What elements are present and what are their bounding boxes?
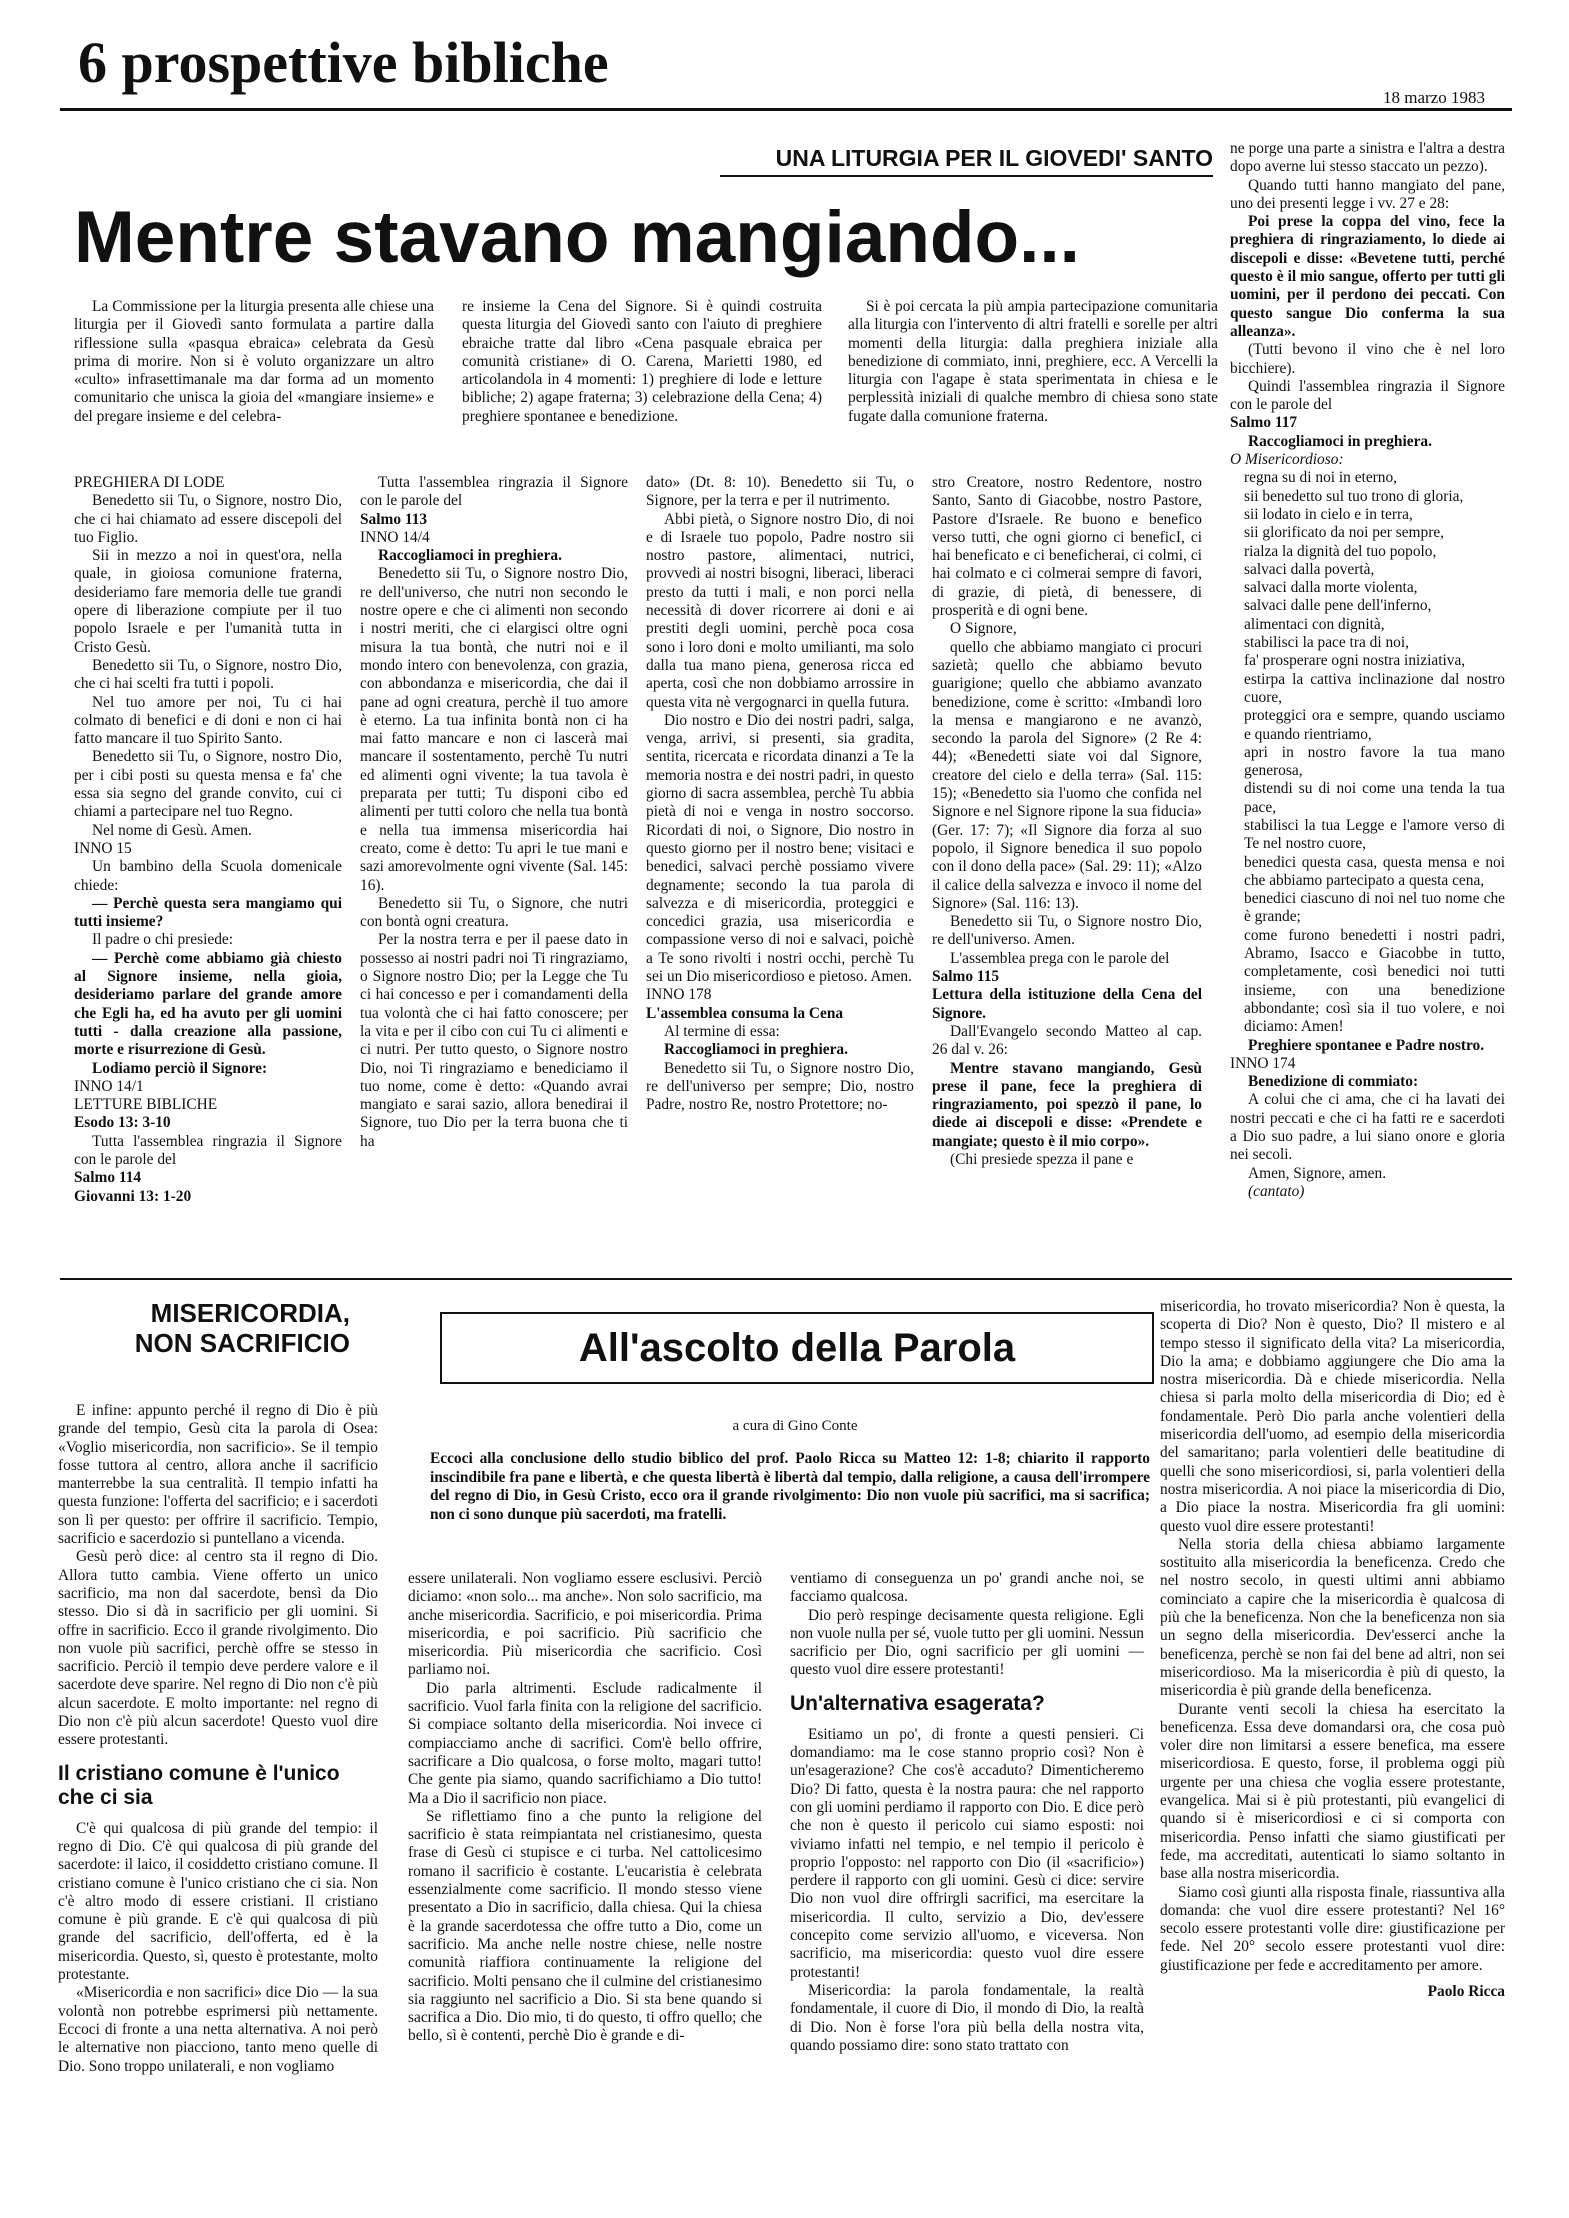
col5-p6: O Misericordioso: bbox=[1230, 451, 1344, 469]
col5-verse: salvaci dalla morte violenta, bbox=[1244, 579, 1418, 597]
article2-col3-p4: Misericordia: la parola fondamentale, la realtà fondamentale, il cuore di Dio, il mondo di Dio, la realtà di Dio. Non è forse l'ora più bella della nostra vita, quando possiamo dire: sono stato trattato con bbox=[790, 1981, 1144, 2054]
article1-intro-p3: Si è poi cercata la più ampia partecipazione comunitaria alla liturgia con l'intervento di altri fratelli e sorelle per altri momenti della liturgia: dalla preghiera iniziale alla benedizione di commiato, inni, preghiere, ecc. A Vercelli la liturgia con l'agape è stata sperimentata in chiesa e le perplessità iniziali di qualche membro di chiesa sono state fugate dalla comunione fraterna. bbox=[848, 298, 1218, 425]
article2-title bbox=[110, 1298, 350, 1358]
liturgy-col5 bbox=[1230, 140, 1505, 1272]
col5-verse: sii benedetto sul tuo trono di gloria, bbox=[1244, 487, 1464, 505]
col1-p2: Sii in mezzo a noi in quest'ora, nella quale, in gioiosa comunione fraterna, desideriamo fare memoria delle tue grandi opere di liberazione compiute per il tuo popolo Israele e per l'umanità tutta in Cristo Gesù. bbox=[74, 547, 342, 656]
article2-col2-p1: essere unilaterali. Non vogliamo essere esclusivi. Perciò diciamo: «non solo... ma anche». Non solo sacrificio, ma anche misericordia. Sacrificio, e poi misericordia. Prima misericordia, e poi sacrificio. Più sacrificio che misericordia. Più misericordia che sacrificio. Così parliamo noi. bbox=[408, 1570, 762, 1679]
col4-p5: L'assemblea prega con le parole del bbox=[950, 949, 1170, 967]
col3-gather: Raccogliamoci in preghiera. bbox=[664, 1041, 848, 1059]
page-header-title bbox=[78, 28, 609, 98]
col1-readings: LETTURE BIBLICHE bbox=[74, 1096, 218, 1114]
col5-verse: estirpa la cattiva inclinazione dal nostro cuore, bbox=[1244, 670, 1505, 706]
article2-byline: a cura di Gino Conte bbox=[732, 1418, 858, 1434]
article2-col3-p3: Esitiamo un po', di fronte a questi pensieri. Ci domandiamo: ma le cose stanno proprio così? Non è un'esagerazione? Che cos'è accaduto? Dimenticheremo Dio? Di fatto, questa è la nostra paura: che nel rapporto con gli uomini perdiamo il rapporto con Dio. E dice però che non è questo il pericolo cui siamo esposti: noi viviamo infatti nel tempio, e nel tempio il pericolo è proprio l'opposto: nel rapporto con Dio (il «sacrificio») perdere il rapporto con gli uomini. Gesù ci dice: servire Dio non vuol dire offrirgli sacrifici, ma esercitare la misericordia. Il culto, servizio a Dio, dev'essere concepito come servizio all'uomo, e viceversa. Non sacrificio, ma misericordia: questo vuol dire essere protestanti! bbox=[790, 1725, 1144, 1981]
article2-col3 bbox=[790, 1570, 1144, 2188]
col1-p8: Il padre o chi presiede: bbox=[92, 931, 234, 949]
section-title: prospettive bibliche bbox=[121, 30, 609, 95]
liturgy-col4 bbox=[932, 474, 1202, 1272]
col3-hymn: INNO 178 bbox=[646, 986, 712, 1004]
col5-verse: sii lodato in cielo e in terra, bbox=[1244, 505, 1413, 523]
article2-col3-p1: ventiamo di conseguenza un po' grandi anche noi, se facciamo qualcosa. bbox=[790, 1570, 1144, 1606]
col3-p3: Dio nostro e Dio dei nostri padri, salga, venga, arrivi, si presenti, sia gradita, sentita, ricercata e ricordata dinanzi a Te la memoria nostra e dei nostri padri, in questo giorno di sacra assemblea, perchè Tu abbia pietà di noi e venga in nostro soccorso. Ricordati di noi, o Signore, Dio nostro in questo giorno per il nostro bene; visitaci e benedici, salvaci perchè possiamo vivere degnamente; secondo la tua parola di salvezza e di misericordia, proteggici e concedici grazia, usa misericordia e compassione verso di noi e salvaci, poichè a Te sono rivolti i nostri occhi, perchè Tu sei un Dio misericordioso e pietoso. Amen. bbox=[646, 711, 914, 986]
col2-p1: Tutta l'assemblea ringrazia il Signore con le parole del bbox=[360, 474, 628, 510]
col5-verse: fa' prosperare ogni nostra iniziativa, bbox=[1244, 652, 1466, 670]
article2-box-title: All'ascolto della Parola bbox=[578, 1326, 1016, 1370]
col5-verse: alimentaci con dignità, bbox=[1244, 615, 1385, 633]
col1-exodus: Esodo 13: 3-10 bbox=[74, 1114, 171, 1132]
col3-p1: dato» (Dt. 8: 10). Benedetto sii Tu, o Signore, per la terra e per il nutrimento. bbox=[646, 474, 914, 510]
col2-p2: Benedetto sii Tu, o Signore nostro Dio, re dell'universo, che nutri non secondo le nostre opere e che ci alimenti non secondo i nostri meriti, che ci elargisci oltre ogni misura la tua bontà, che nutri noi e il mondo intero con benevolenza, con grazia, con abbondanza e misericordia, che dai il pane ad ogni creatura, perchè il tuo amore è eterno. La tua infinita bontà non ci ha mai fatto mancare e non ci lascerà mai mancare il sostentamento, perchè Tu nutri ed alimenti ogni vivente; la tua tavola è preparata per tutti; Tu disponi cibo ed alimenti per tutti coloro che nella tua bontà e nella tua immensa misericordia hai creato, come è detto: Tu apri le tue mani e sazi amorevolmente ogni vivente (Sal. 145: 16). bbox=[360, 565, 628, 894]
col5-verse: come furono benedetti i nostri padri, Abramo, Isacco e Giacobbe in tutto, completamente, così benedici noi tutti insieme, con una benedizione abbondante; così sia il tuo volere, e noi diciamo: Amen! bbox=[1244, 926, 1505, 1036]
col2-psalm: Salmo 113 bbox=[360, 510, 428, 528]
col5-verse: stabilisci la tua Legge e l'amore verso di Te nel nostro cuore, bbox=[1244, 816, 1505, 853]
col5-p9: Amen, Signore, amen. bbox=[1248, 1164, 1387, 1182]
col2-p3: Benedetto sii Tu, o Signore, che nutri con bontà ogni creatura. bbox=[360, 894, 628, 931]
col4-p1: stro Creatore, nostro Redentore, nostro Santo, Santo di Giacobbe, nostro Pastore, Pastore d'Israele. Re buono e benefico verso tutti, che ogni giorno ci beneficI, ci hai beneficato e ci beneficherai, ci colmi, ci hai colmato e ci colmerai sempre di favori, di grazie, di pietà, di benessere, di prosperità e di ogni bene. bbox=[932, 474, 1202, 620]
col5-verse: salvaci dalle pene dell'inferno, bbox=[1244, 597, 1432, 615]
col1-answer: — Perchè come abbiamo già chiesto al Signore insieme, nella gioia, desideriamo parlare del grande amore che Egli ha, ed ha avuto per gli uomini tutti - dalla creazione alla passione, morte e risurrezione di Gesù. bbox=[74, 949, 342, 1059]
col4-p6: Dall'Evangelo secondo Matteo al cap. 26 dal v. 26: bbox=[932, 1022, 1202, 1059]
article2-col2-p2: Dio parla altrimenti. Esclude radicalmente il sacrificio. Vuol farla finita con la religione del sacrificio. Si compiace soltanto della misericordia. Noi invece ci compiacciamo anche di sacrifici. Com'è bello offrire, sacrificare a Dio qualcosa, o forse molto, magari tutto! Che gente pia siamo, quando sacrifichiamo a Dio tutto! Ma a Dio il sacrificio non piace. bbox=[408, 1679, 762, 1807]
col5-verse: benedici ciascuno di noi nel tuo nome che è grande; bbox=[1244, 890, 1505, 926]
col4-p4: Benedetto sii Tu, o Signore nostro Dio, re dell'universo. Amen. bbox=[932, 913, 1202, 949]
liturgy-col1 bbox=[74, 474, 342, 1272]
col5-verse: proteggici ora e sempre, quando usciamo e quando rientriamo, bbox=[1244, 707, 1505, 743]
col5-p2: Quando tutti hanno mangiato del pane, uno dei presenti legge i vv. 27 e 28: bbox=[1230, 176, 1505, 212]
article1-intro-p2: re insieme la Cena del Signore. Si è quindi costruita questa liturgia del Giovedì santo con l'aiuto di preghiere ebraiche tratte dal libro «Cena pasquale ebraica per comunità cristiane» di O. Carena, Marietti 1980, ed articolandola in 4 momenti: 1) preghiere di lode e letture bibliche; 2) agape fraterna; 3) celebrazione della Cena; 4) preghiere spontanee e benedizione. bbox=[462, 298, 822, 425]
col5-p5: Quindi l'assemblea ringrazia il Signore con le parole del bbox=[1230, 377, 1505, 414]
article1-intro-col2 bbox=[462, 298, 822, 458]
article2-col4-p2: Nella storia della chiesa abbiamo largamente sostituito alla misericordia la beneficenza. Credo che nel nostro secolo, in questi ultimi anni abbiamo cominciato a capire che la misericordia è qualcosa di più che la beneficenza. Non che la beneficenza non sia un segno della misericordia. Dev'esserci anche la beneficenza, perchè se non fai del bene ad altri, non sei misericordioso. Ma la misericordia è più di questo, la misericordia è più grande della beneficenza. bbox=[1160, 1535, 1505, 1700]
col5-psalm: Salmo 117 bbox=[1230, 414, 1298, 432]
col5-p8: A colui che ci ama, che ci ha lavati dei nostri peccati e che ci ha fatti re e sacerdoti a Dio suo padre, a lui siano onore e gloria nei secoli. bbox=[1230, 1091, 1505, 1164]
col5-verse: distendi su di noi come una tenda la tua pace, bbox=[1244, 780, 1505, 816]
col4-p3: quello che abbiamo mangiato ci procuri sazietà; quello che abbiamo bevuto guarigione; quello che abbiamo avanzato benedizione, come è scritto: «Imbandì loro la mensa e mangiarono e ne avanzò, secondo la parola del Signore» (2 Re 4: 44); «Benedetti siate voi dal Signore, creatore del cielo e della terra» (Sal. 115: 15); «Benedetto sia l'uomo che confida nel Signore e nel Signore ripone la sua fiducia» (Ger. 17: 7); «Il Signore dia forza al suo popolo, il Signore benedica il suo popolo con il dono della pace» (Sal. 29: 11); «Alzo il calice della salvezza e invoco il nome del Signore» (Sal. 116: 13). bbox=[932, 638, 1202, 912]
col4-p7: Mentre stavano mangiando, Gesù prese il pane, fece la preghiera di ringraziamento, poi spezzò il pane, lo diede ai discepoli e disse: «Prendete e mangiate; questo è il mio corpo». bbox=[932, 1059, 1202, 1150]
article1-intro-col3 bbox=[848, 298, 1218, 458]
col4-p8: (Chi presiede spezza il pane e bbox=[950, 1150, 1134, 1168]
article1-kicker: UNA LITURGIA PER IL GIOVEDI' SANTO bbox=[775, 145, 1213, 171]
article1-intro-p1: La Commissione per la liturgia presenta alle chiese una liturgia per il Giovedì santo formulata a partire dalla riflessione sulla «pasqua ebraica» celebrata da Gesù prima di morire. Non si è voluto organizzare un altro «culto» infrasettimanale ma dar forma ad un momento comunitario che unisca la gioia del «mangiare insieme» e del pregare insieme e del celebra- bbox=[74, 298, 434, 425]
article2-author: Paolo Ricca bbox=[1427, 1982, 1505, 2000]
col5-verse: apri in nostro favore la tua mano generosa, bbox=[1244, 743, 1505, 780]
article2-col4-p4: Siamo così giunti alla risposta finale, riassuntiva alla domanda: che vuol dire essere protestanti? Nel 16° secolo essere protestanti volle dire: giustificazione per fede. Nel 20° secolo essere protestanti vuol dire: giustificazione per fede e accreditamento per amore. bbox=[1160, 1883, 1505, 1974]
article2-intro: Eccoci alla conclusione dello studio biblico del prof. Paolo Ricca su Matteo 12: 1-8; chiarito il rapporto inscindibile fra pane e libertà, e che questa libertà è libertà dal tempio, dalla religione, a causa dell'irrompere del regno di Dio, in Gesù Cristo, ecco ora il grande rivolgimento: Dio non vuole più sacrifici, ma si sacrifica; non ci sono dunque più sacerdoti, ma fratelli. bbox=[430, 1450, 1150, 1523]
article-separator bbox=[60, 1278, 1512, 1280]
col1-p9: Tutta l'assemblea ringrazia il Signore con le parole del bbox=[74, 1132, 342, 1168]
col1-hymn: INNO 15 bbox=[74, 839, 132, 857]
liturgy-col2 bbox=[360, 474, 628, 1272]
issue-date: 18 marzo 1983 bbox=[1383, 88, 1485, 107]
col4-psalm: Salmo 115 bbox=[932, 968, 1000, 986]
col5-verse: rialza la dignità del tuo popolo, bbox=[1244, 542, 1437, 560]
col1-john: Giovanni 13: 1-20 bbox=[74, 1187, 192, 1205]
col3-p4: Al termine di essa: bbox=[664, 1022, 780, 1040]
kicker-rule bbox=[720, 175, 1213, 177]
col5-verse: sii glorificato da noi per sempre, bbox=[1244, 524, 1445, 542]
col2-p4: Per la nostra terra e per il paese dato in possesso ai nostri padri noi Ti ringraziamo, o Signore nostro Dio; per la Legge che Tu ci hai concesso e per i comandamenti della tua volontà che ci hai fatto conoscere; per la vita e per il cibo con cui Tu ci alimenti e ci nutri. Per tutto questo, o Signore nostro Dio, noi Ti ringraziamo e benediciamo il tuo nome, come è detto: «Quando avrai mangiato e sarai sazio, allora benedirai il Signore, tuo Dio per la terra buona che ti ha bbox=[360, 931, 628, 1150]
col1-p6: Nel nome di Gesù. Amen. bbox=[92, 821, 252, 839]
col1-praise: Lodiamo perciò il Signore: bbox=[92, 1059, 268, 1077]
article2-title-line1: MISERICORDIA, bbox=[150, 1298, 350, 1328]
col5-p4: (Tutti bevono il vino che è nel loro bicchiere). bbox=[1230, 341, 1505, 377]
col5-hymn: INNO 174 bbox=[1230, 1054, 1296, 1072]
col5-verse: regna su di noi in eterno, bbox=[1244, 469, 1398, 487]
article2-col1-p4: «Misericordia e non sacrifici» dice Dio — la sua volontà non potrebbe esprimersi più nettamente. Eccoci di fronte a una netta alternativa. A noi però le alternative non piacciono, tanto meno quelle di Dio. Sono troppo unilaterali, e non vogliamo bbox=[58, 1984, 378, 2075]
col5-verse: stabilisci la pace tra di noi, bbox=[1244, 634, 1409, 652]
col1-p1: Benedetto sii Tu, o Signore, nostro Dio, che ci hai chiamato ad essere discepoli del tuo Figlio. bbox=[74, 492, 342, 546]
article2-col2-p3: Se riflettiamo fino a che punto la religione del sacrificio è stata reimpiantata nel cristianesimo, questa frase di Gesù ci stupisce e ci turba. Nel cattolicesimo romano il sacrificio è costante. L'eucaristia è celebrata essenzialmente come sacrificio. Il mondo stesso viene presentato a Dio in sacrificio, dalla chiesa. Qui la chiesa è la grande sacerdotessa che offre tutto a Dio, come un sacrificio. Ma anche nelle nostre chiese, nelle nostre comunità riaffiora continuamente la religione del sacrificio. Molti pensano che il culmine del cristianesimo sia raggiunto nel sacrificio a Dio. Si sta bene quando si sacrifica a Dio. Dio mio, ti do questo, ti offro quello; che bello, sì è contenti, perchè Dio è grande e di- bbox=[408, 1807, 762, 2045]
article1-headline: Mentre stavano mangiando... bbox=[74, 197, 1080, 278]
col3-p2: Abbi pietà, o Signore nostro Dio, di noi e di Israele tuo popolo, Padre nostro sii nostro pastore, alimentaci, nutrici, provvedi ai nostri bisogni, liberaci, liberaci presto da tutti i mali, e non porci nella necessità di dover ricorrere ai doni e ai prestiti degli uomini, perchè poca cosa sono i loro doni e molto umilianti, ma solo dalla tua mano piena, generosa ricca ed aperta, così che non dobbiamo arrossire in questa vita nè vergognarci in quella futura. bbox=[646, 510, 914, 711]
col4-lettura: Lettura della istituzione della Cena del Signore. bbox=[932, 986, 1202, 1022]
col1-p5: Benedetto sii Tu, o Signore, nostro Dio, per i cibi posti su questa mensa e fa' che essa sia segno del grande convito, cui ci chiami a partecipare nel tuo Regno. bbox=[74, 748, 342, 821]
col5-sung: (cantato) bbox=[1248, 1182, 1305, 1200]
col1-hymn2: INNO 14/1 bbox=[74, 1077, 144, 1095]
article2-subhead1: Il cristiano comune è l'unico che ci sia bbox=[58, 1761, 340, 1809]
col1-heading: PREGHIERA DI LODE bbox=[74, 474, 225, 491]
masthead-rule bbox=[60, 108, 1512, 111]
col2-hymn: INNO 14/4 bbox=[360, 528, 430, 546]
article2-col4-p1: misericordia, ho trovato misericordia? Non è questa, la scoperta di Dio? Non è questo, Dio? Il mistero e al tempo stesso il significato della vita? La misericordia, Dio la ama; e dobbiamo aggiungere che Dio ama la nostra misericordia. Dà e chiede misericordia. Nella chiesa si parla molto della misericordia di Dio; ed è fondamentale. Però Dio parla anche volentieri della misericordia dell'uomo, ad esempio della misericordia del samaritano; parla volentieri delle beatitudine di quelli che sono misericordiosi, si, parla volentieri della nostra misericordia. A noi piace la misericordia di Dio, a Dio piace la nostra. Misericordia fra gli uomini: questo vuol dire essere protestanti! bbox=[1160, 1298, 1505, 1535]
col1-p7: Un bambino della Scuola domenicale chiede: bbox=[74, 858, 342, 894]
col1-p3: Benedetto sii Tu, o Signore, nostro Dio, che ci hai scelti fra tutti i popoli. bbox=[74, 656, 342, 693]
article2-col3-p2: Dio però respinge decisamente questa religione. Egli non vuole nulla per sé, vuole tutto per gli uomini. Nessun sacrificio per Dio, ogni sacrificio per gli uomini — questo vuol dire essere protestanti! bbox=[790, 1606, 1144, 1679]
article2-col1-p1: E infine: appunto perché il regno di Dio è più grande del tempio, Gesù cita la parola di Osea: «Voglio misericordia, non sacrificio». Se il tempio fosse tuttora al centro, allora anche il sacrificio manterrebbe la sua centralità. Il tempio infatti ha questa funzione: l'offerta del sacrificio; e i sacerdoti son lì per questo: per offrire il sacrificio. Tempio, sacrificio e sacerdozio si puntellano a vicenda. bbox=[58, 1402, 378, 1548]
col4-p2: O Signore, bbox=[950, 620, 1017, 638]
col5-p1: ne porge una parte a sinistra e l'altra a destra dopo averne lui stesso staccato un pezzo). bbox=[1230, 140, 1505, 176]
liturgy-col3 bbox=[646, 474, 914, 1272]
article1-intro-col1 bbox=[74, 298, 434, 458]
article2-col2 bbox=[408, 1570, 762, 2188]
col3-assembly: L'assemblea consuma la Cena bbox=[646, 1004, 844, 1022]
article2-box bbox=[440, 1312, 1154, 1384]
col5-gather: Raccogliamoci in preghiera. bbox=[1248, 432, 1432, 450]
article2-col4 bbox=[1160, 1298, 1505, 2188]
col5-verse: benedici questa casa, questa mensa e noi che abbiamo partecipato a questa cena, bbox=[1244, 853, 1505, 889]
col5-verse: salvaci dalla povertà, bbox=[1244, 560, 1375, 578]
article2-col1-p3: C'è qui qualcosa di più grande del tempio: il regno di Dio. C'è qui qualcosa di più grande del sacerdote: il laico, il cosiddetto cristiano comune. Il cristiano comune è l'unico cristiano che ci sia. Non c'è altro modo di essere cristiani. Il cristiano comune è più grande. E c'è qui qualcosa di più grande del sacrificio, dell'offerta, ed è la misericordia. Questo, sì, questo è protestante, molto protestante. bbox=[58, 1819, 378, 1984]
article2-title-line2: NON SACRIFICIO bbox=[134, 1328, 350, 1358]
col1-question: — Perchè questa sera mangiamo qui tutti insieme? bbox=[74, 894, 342, 931]
article2-col4-p3: Durante venti secoli la chiesa ha esercitato la beneficenza. Essa deve domandarsi ora, che cosa può voler dire non limitarsi a essere benefica, ma essere misericordiosa. E questo, forse, il problema oggi più urgente per una chiesa che voglia essere protestante, evangelica. Mai si è più protestanti, più evangelici di quando si è misericordiosi e ci si comporta con misericordia. Penso infatti che siamo giustificati per fede, ma accreditati, autenticati lo siamo soltanto in base alla nostra misericordia. bbox=[1160, 1700, 1505, 1883]
page-number: 6 bbox=[78, 30, 107, 95]
article2-subhead2: Un'alternativa esagerata? bbox=[790, 1691, 1045, 1715]
article2-col1 bbox=[58, 1402, 378, 2188]
col5-p7: Preghiere spontanee e Padre nostro. bbox=[1248, 1036, 1485, 1054]
col3-p5: Benedetto sii Tu, o Signore nostro Dio, re dell'universo per sempre; Dio, nostro Padre, nostro Re, nostro Protettore; no- bbox=[646, 1059, 914, 1114]
col5-p3: Poi prese la coppa del vino, fece la preghiera di ringraziamento, lo diede ai discepoli e disse: «Bevetene tutti, perché questo è il mio sangue, offerto per tutti gli uomini, per il perdono dei peccati. Con questo sangue Dio conferma la sua alleanza». bbox=[1230, 213, 1505, 340]
col2-gather: Raccogliamoci in preghiera. bbox=[378, 547, 562, 565]
col1-psalm: Salmo 114 bbox=[74, 1169, 142, 1187]
col5-farewell: Benedizione di commiato: bbox=[1248, 1073, 1419, 1091]
article2-col1-p2: Gesù però dice: al centro sta il regno di Dio. Allora tutto cambia. Viene offerto un unico sacrificio, ma non dal sacerdote, bensì da Dio stesso. Dio si dà in sacrificio per gli uomini. Si offre in sacrificio. Ecco il grande rivolgimento. Dio non vuole più sacrifici, perchè offre se stesso in sacrificio. Perciò il tempio deve perdere valore e il sacerdote deve sparire. Nel regno di Dio non c'è più alcun sacerdote. E molto importante: nel regno di Dio non c'è più alcun sacerdote! Questo vuol dire essere protestanti. bbox=[58, 1548, 378, 1749]
col1-p4: Nel tuo amore per noi, Tu ci hai colmato di benefici e di doni e non ci hai fatto mancare il tuo Spirito Santo. bbox=[74, 693, 342, 748]
